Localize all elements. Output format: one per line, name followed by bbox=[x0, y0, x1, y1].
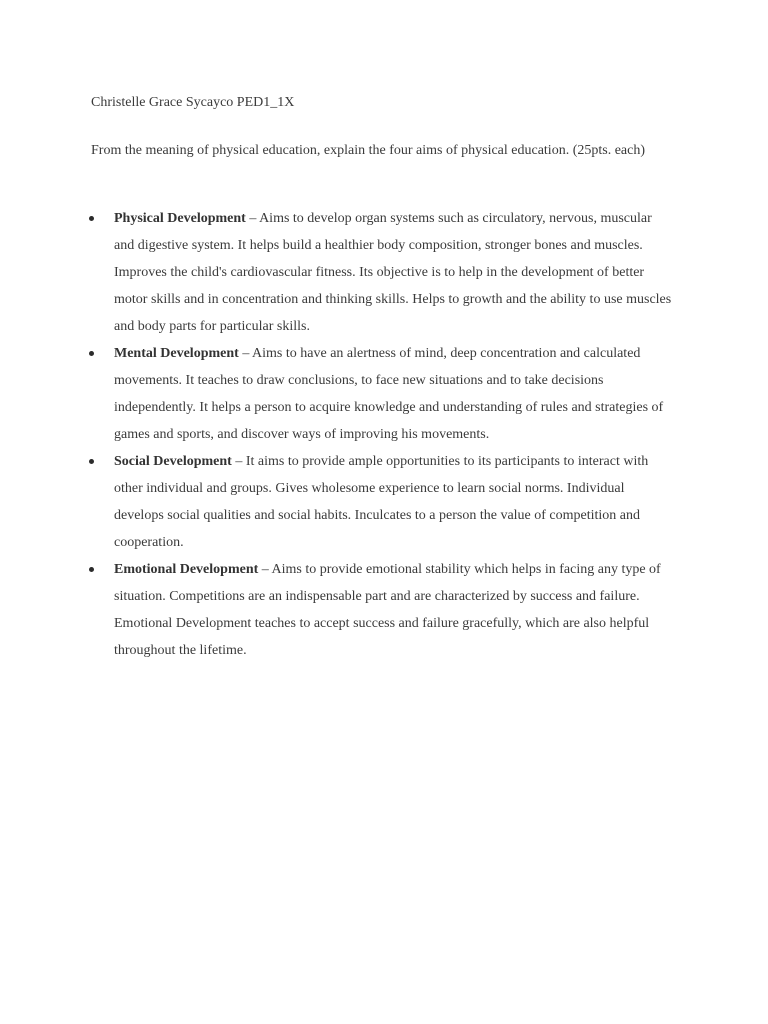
aim-dash: – bbox=[231, 454, 246, 469]
aim-text: Aims to provide emotional stability which helps in facing any type of situation. Competitions are an indispensable part and are characterized by success and failure. Emotional Development teaches to accept success and failure gracefully, which are also helpful throughout the lifetime. bbox=[114, 562, 661, 658]
aims-list bbox=[0, 205, 674, 664]
aim-text: It aims to provide ample opportunities to its participants to interact with other individual and groups. Gives wholesome experience to learn social norms. Individual develops social qualities and social habits. Inculcates to a person the value of competition and cooperation. bbox=[114, 454, 649, 550]
aim-text: Aims to develop organ systems such as circulatory, nervous, muscular and digestive system. It helps build a healthier body composition, stronger bones and muscles. Improves the child's cardiovascular fitness. Its objective is to help in the development of better motor skills and in concentration and thinking skills. Helps to growth and the ability to use muscles and body parts for particular skills. bbox=[114, 211, 672, 334]
list-item-emotional-development bbox=[0, 556, 674, 664]
list-item-mental-development bbox=[0, 340, 674, 448]
list-item-social-development bbox=[0, 448, 674, 556]
aim-title: Mental Development bbox=[114, 346, 239, 361]
list-item-physical-development bbox=[0, 205, 674, 340]
aim-title: Emotional Development bbox=[114, 562, 259, 577]
question-prompt: From the meaning of physical education, explain the four aims of physical education. (25pts. each) bbox=[91, 143, 646, 158]
author-line: Christelle Grace Sycayco PED1_1X bbox=[91, 95, 295, 110]
bullet-icon bbox=[89, 459, 94, 464]
aim-title: Social Development bbox=[114, 454, 232, 469]
aim-dash: – bbox=[258, 562, 272, 577]
aim-text: Aims to have an alertness of mind, deep concentration and calculated movements. It teaches to draw conclusions, to face new situations and to take decisions independently. It helps a person to acquire knowledge and understanding of rules and strategies of games and sports, and discover ways of improving his movements. bbox=[114, 346, 664, 442]
bullet-icon bbox=[89, 567, 94, 572]
aim-dash: – bbox=[245, 211, 260, 226]
bullet-icon bbox=[89, 351, 94, 356]
aim-dash: – bbox=[238, 346, 253, 361]
aim-title: Physical Development bbox=[114, 211, 246, 226]
bullet-icon bbox=[89, 216, 94, 221]
